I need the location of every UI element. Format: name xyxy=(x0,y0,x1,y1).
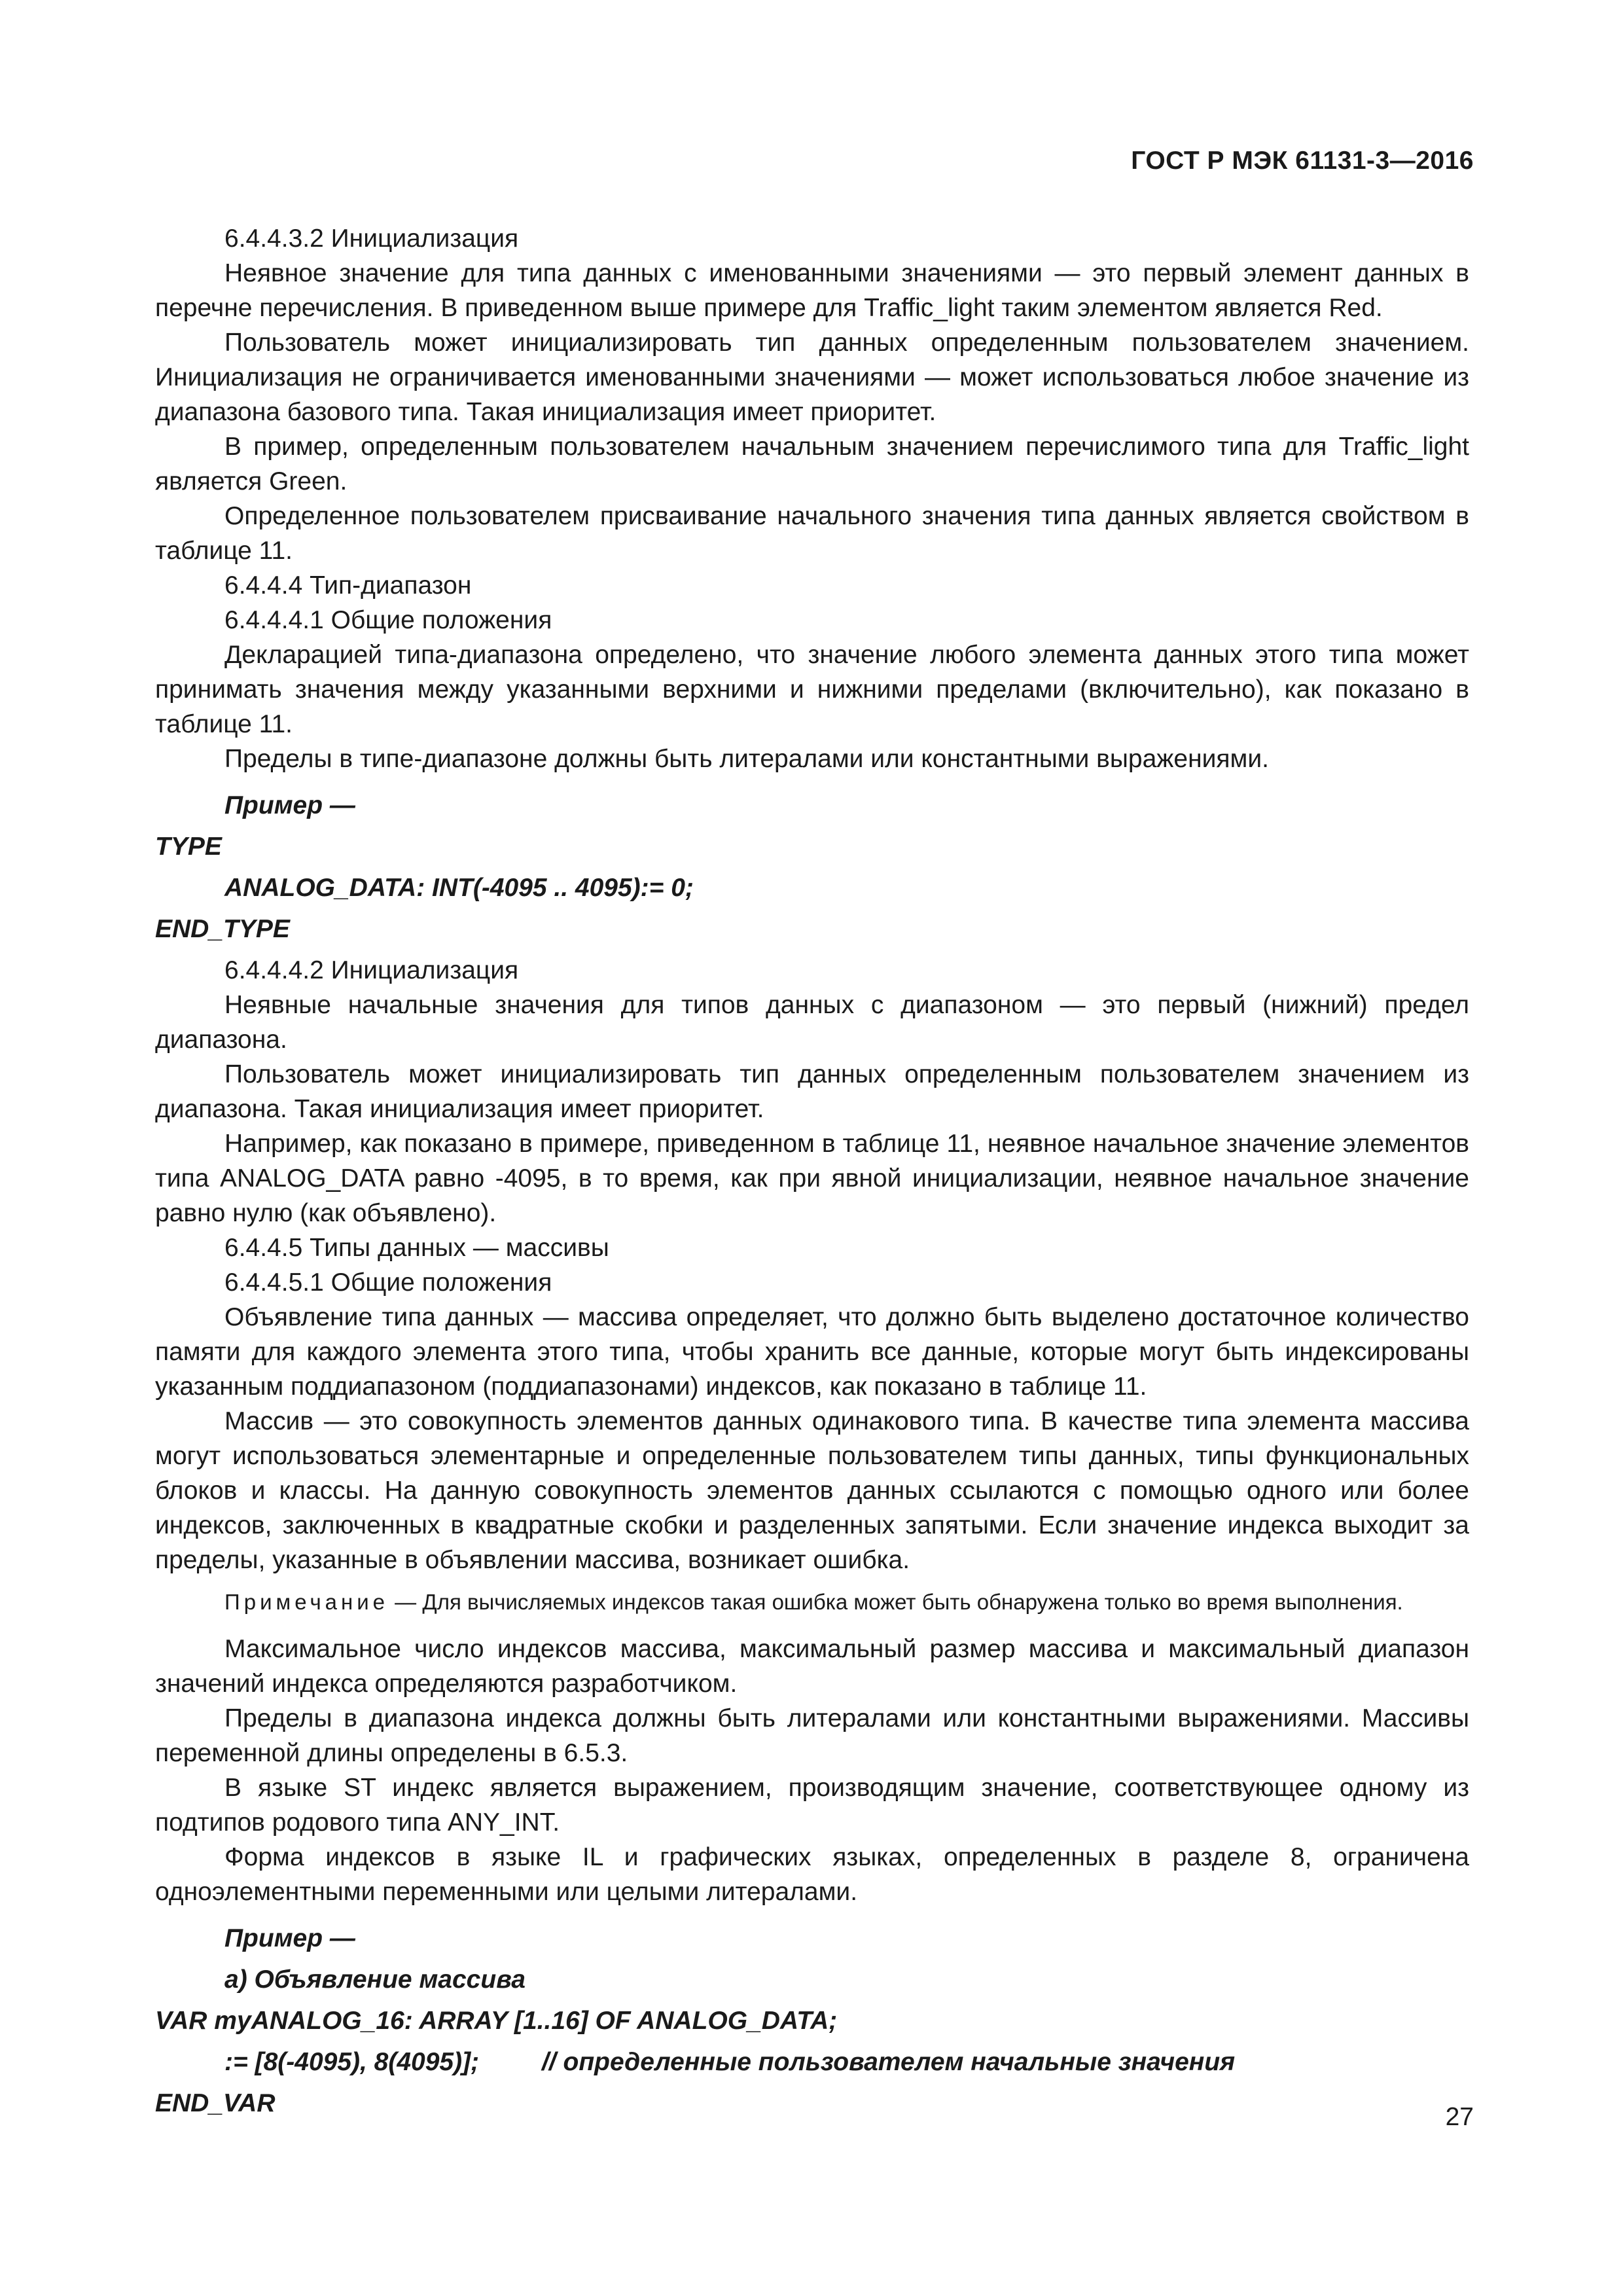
example-label: Пример — xyxy=(224,1924,355,1952)
paragraph: Неявное значение для типа данных с именованными значениями — это первый элемент данных в перечне перечисления. В приведенном выше примере для Traffic_light таким элементом является Red. xyxy=(155,259,1469,322)
code-declaration: ANALOG_DATA: INT(-4095 .. 4095):= 0; xyxy=(224,874,694,902)
page-body xyxy=(155,221,1469,2121)
code-initializer: := [8(-4095), 8(4095)]; xyxy=(224,2048,480,2076)
note-text: — Для вычисляемых индексов такая ошибка может быть обнаружена только во время выполнения. xyxy=(389,1590,1403,1614)
paragraph: Декларацией типа-диапазона определено, что значение любого элемента данных этого типа может принимать значения между указанными верхними и нижними пределами (включительно), как показано в таблице 11. xyxy=(155,641,1469,738)
note xyxy=(155,1587,1469,1617)
example-subtitle: а) Объявление массива xyxy=(224,1965,526,1994)
code-comment: // определенные пользователем начальные значения xyxy=(542,2048,1236,2076)
paragraph: Максимальное число индексов массива, максимальный размер массива и максимальный диапазон значений индекса определяются разработчиком. xyxy=(155,1635,1469,1698)
paragraph: Массив — это совокупность элементов данных одинакового типа. В качестве типа элемента массива могут использоваться элементарные и определенные пользователем типы данных, типы функциональных блоков и классы. На данную совокупность элементов данных ссылаются с помощью одного или более индексов, заключенных в квадратные скобки и разделенных запятыми. Если значение индекса выходит за пределы, указанные в объявлении массива, возникает ошибка. xyxy=(155,1407,1469,1574)
page-number: 27 xyxy=(1445,2103,1474,2131)
note-label: Примечание xyxy=(224,1590,389,1614)
section-heading-6-4-4-3-2: 6.4.4.3.2 Инициализация xyxy=(224,224,519,253)
paragraph: Форма индексов в языке IL и графических языках, определенных в разделе 8, ограничена одноэлементными переменными или целыми литералами. xyxy=(155,1843,1469,1906)
section-heading-6-4-4-5-1: 6.4.4.5.1 Общие положения xyxy=(224,1268,552,1297)
paragraph: Например, как показано в примере, приведенном в таблице 11, неявное начальное значение элементов типа ANALOG_DATA равно -4095, в то время, как при явной инициализации, неявное начальное значение равно нулю (как объявлено). xyxy=(155,1130,1469,1227)
paragraph: Пользователь может инициализировать тип данных определенным пользователем значением. Инициализация не ограничивается именованными значениями — может использоваться любое значение из диапазона базового типа. Такая инициализация имеет приоритет. xyxy=(155,329,1469,426)
code-var-declaration: VAR myANALOG_16: ARRAY [1..16] OF ANALOG_DATA; xyxy=(155,2007,838,2035)
section-heading-6-4-4-5: 6.4.4.5 Типы данных — массивы xyxy=(224,1234,609,1262)
code-initializer-line xyxy=(155,2045,1469,2079)
section-heading-6-4-4-4-1: 6.4.4.4.1 Общие положения xyxy=(224,606,552,634)
paragraph: Пользователь может инициализировать тип данных определенным пользователем значением из диапазона. Такая инициализация имеет приоритет. xyxy=(155,1060,1469,1123)
section-heading-6-4-4-4-2: 6.4.4.4.2 Инициализация xyxy=(224,956,519,984)
code-end-type: END_TYPE xyxy=(155,915,290,943)
code-type-keyword: TYPE xyxy=(155,833,222,861)
page-header-standard-id: ГОСТ Р МЭК 61131-3—2016 xyxy=(1131,147,1474,175)
paragraph: Неявные начальные значения для типов данных с диапазоном — это первый (нижний) предел диапазона. xyxy=(155,991,1469,1054)
example-label: Пример — xyxy=(224,791,355,819)
paragraph: В языке ST индекс является выражением, производящим значение, соответствующее одному из подтипов родового типа ANY_INT. xyxy=(155,1774,1469,1837)
paragraph: Определенное пользователем присваивание начального значения типа данных является свойством в таблице 11. xyxy=(155,502,1469,565)
code-end-var: END_VAR xyxy=(155,2089,276,2117)
paragraph: Пределы в типе-диапазоне должны быть литералами или константными выражениями. xyxy=(224,745,1269,773)
paragraph: В пример, определенным пользователем начальным значением перечислимого типа для Traffic_light является Green. xyxy=(155,433,1469,495)
paragraph: Пределы в диапазона индекса должны быть литералами или константными выражениями. Массивы переменной длины определены в 6.5.3. xyxy=(155,1704,1469,1767)
paragraph: Объявление типа данных — массива определяет, что должно быть выделено достаточное количество памяти для каждого элемента этого типа, чтобы хранить все данные, которые могут быть индексированы указанным поддиапазоном (поддиапазонами) индексов, как показано в таблице 11. xyxy=(155,1303,1469,1401)
section-heading-6-4-4-4: 6.4.4.4 Тип-диапазон xyxy=(224,571,472,600)
